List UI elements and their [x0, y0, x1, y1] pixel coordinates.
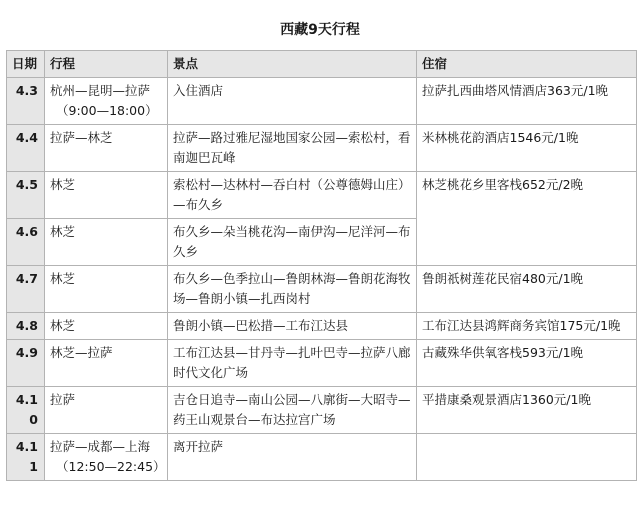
sights-cell: 吉仓日追寺—南山公园—八廓街—大昭寺—药王山观景台—布达拉宫广场	[168, 387, 417, 434]
route-time: （12:50—22:45）	[56, 459, 166, 474]
date-cell: 4.9	[7, 340, 45, 387]
sights-cell: 索松村—达林村—吞白村（公尊德姆山庄）—布久乡	[168, 172, 417, 219]
table-row	[7, 78, 637, 125]
stay-cell: 古藏殊华供氧客栈593元/1晚	[417, 340, 637, 387]
date-cell: 4.4	[7, 125, 45, 172]
table-row	[7, 340, 637, 387]
sights-cell: 布久乡—朵当桃花沟—南伊沟—尼洋河—布久乡	[168, 219, 417, 266]
stay-cell	[417, 434, 637, 481]
sights-cell: 入住酒店	[168, 78, 417, 125]
date-cell: 4.7	[7, 266, 45, 313]
date-cell: 4.10	[7, 387, 45, 434]
date-cell: 4.3	[7, 78, 45, 125]
route-cell: 拉萨	[45, 387, 168, 434]
table-row	[7, 266, 637, 313]
route-cell: 林芝	[45, 172, 168, 219]
stay-cell: 平措康桑观景酒店1360元/1晚	[417, 387, 637, 434]
sights-cell: 鲁朗小镇—巴松措—工布江达县	[168, 313, 417, 340]
stay-cell: 鲁朗祇树莲花民宿480元/1晚	[417, 266, 637, 313]
sights-cell: 布久乡—色季拉山—鲁朗林海—鲁朗花海牧场—鲁朗小镇—扎西岗村	[168, 266, 417, 313]
header-stay: 住宿	[417, 51, 637, 78]
stay-cell: 拉萨扎西曲塔风情酒店363元/1晚	[417, 78, 637, 125]
table-row	[7, 313, 637, 340]
route-cell: 林芝	[45, 266, 168, 313]
page-title: 西藏9天行程	[280, 22, 360, 38]
sights-cell: 拉萨—路过雅尼湿地国家公园—索松村，看南迦巴瓦峰	[168, 125, 417, 172]
sights-cell: 离开拉萨	[168, 434, 417, 481]
header-route: 行程	[45, 51, 168, 78]
table-row	[7, 434, 637, 481]
table-row	[7, 172, 637, 219]
route-text: 杭州—昆明—拉萨	[50, 83, 151, 98]
date-cell: 4.5	[7, 172, 45, 219]
itinerary-table	[6, 50, 637, 481]
route-cell	[45, 78, 168, 125]
route-cell: 林芝	[45, 219, 168, 266]
route-text: 拉萨—成都—上海	[50, 439, 151, 454]
route-cell: 林芝	[45, 313, 168, 340]
route-time: （9:00—18:00）	[56, 103, 158, 118]
table-row	[7, 125, 637, 172]
date-cell: 4.6	[7, 219, 45, 266]
table-header-row	[7, 51, 637, 78]
header-date: 日期	[7, 51, 45, 78]
date-cell: 4.11	[7, 434, 45, 481]
route-cell	[45, 434, 168, 481]
stay-cell: 米林桃花韵酒店1546元/1晚	[417, 125, 637, 172]
route-cell: 林芝—拉萨	[45, 340, 168, 387]
stay-cell: 工布江达县鸿辉商务宾馆175元/1晚	[417, 313, 637, 340]
header-sights: 景点	[168, 51, 417, 78]
table-row	[7, 387, 637, 434]
route-cell: 拉萨—林芝	[45, 125, 168, 172]
date-cell: 4.8	[7, 313, 45, 340]
sights-cell: 工布江达县—甘丹寺—扎叶巴寺—拉萨八廊时代文化广场	[168, 340, 417, 387]
stay-cell: 林芝桃花乡里客栈652元/2晚	[417, 172, 637, 266]
